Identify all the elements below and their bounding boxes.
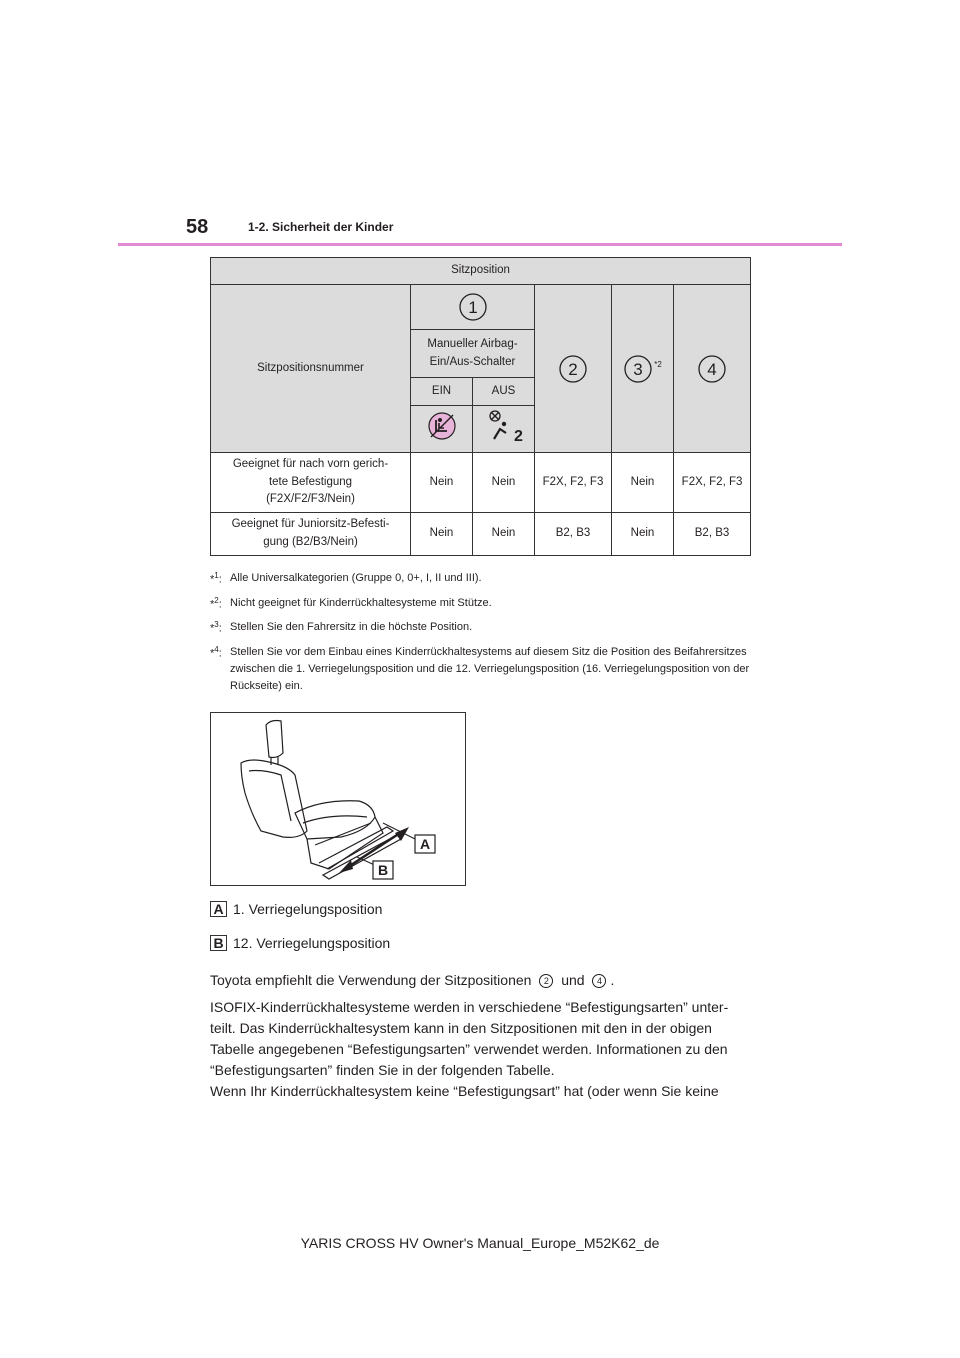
label-b: B bbox=[377, 862, 389, 878]
airbag-off-icon bbox=[486, 409, 522, 443]
footnote-2: *$^2$: Nicht geeignet für Kinderrückhaltesysteme mit Stütze. bbox=[210, 595, 492, 611]
table-cell: Nein bbox=[473, 513, 535, 556]
position-2-icon bbox=[558, 354, 588, 384]
inline-position-2-icon: 2 bbox=[539, 974, 553, 988]
table-cell: Nein bbox=[612, 453, 674, 513]
position-2-digit: 2 bbox=[568, 359, 578, 379]
position-2-cell bbox=[535, 285, 612, 453]
seat-drawing bbox=[211, 713, 465, 885]
svg-text:2: 2 bbox=[513, 427, 523, 445]
sitzposition-header: Sitzposition bbox=[211, 258, 751, 285]
position-3-cell bbox=[612, 285, 674, 453]
legend-text-b: 12. Verriegelungsposition bbox=[233, 935, 391, 951]
airbag-off-cell bbox=[473, 406, 535, 453]
airbag-switch-label bbox=[411, 330, 535, 378]
position-1-cell bbox=[411, 285, 535, 330]
section-title: 1-2. Sicherheit der Kinder bbox=[248, 220, 394, 234]
position-1-icon bbox=[458, 292, 488, 322]
position-4-cell bbox=[674, 285, 751, 453]
legend-key-b: B bbox=[210, 935, 227, 951]
table-cell: Nein bbox=[612, 513, 674, 556]
table-cell: F2X, F2, F3 bbox=[535, 453, 612, 513]
table-cell: Nein bbox=[473, 453, 535, 513]
table-cell: Nein bbox=[411, 513, 473, 556]
row-booster-label: Geeignet für Juniorsitz-Befesti- gung (B2/B3/Nein) bbox=[211, 513, 411, 556]
position-3-footnote-mark: *2 bbox=[654, 359, 662, 369]
legend-item-a bbox=[210, 901, 382, 917]
airbag-switch-label-line2: Ein/Aus-Schalter bbox=[429, 355, 516, 368]
footnote-3: *$^3$: Stellen Sie den Fahrersitz in die höchste Position. bbox=[210, 620, 473, 636]
footer-manual-id: YARIS CROSS HV Owner's Manual_Europe_M52K62_de bbox=[300, 1235, 660, 1251]
footnote-1: *$^1$: Alle Universalkategorien (Gruppe 0, 0+, I, II und III). bbox=[210, 571, 482, 586]
ein-label: EIN bbox=[411, 378, 473, 406]
airbag-switch-label-line1: Manueller Airbag- bbox=[427, 337, 518, 350]
position-3-digit: 3 bbox=[633, 359, 643, 379]
seat-illustration bbox=[210, 712, 466, 886]
header-rule bbox=[118, 243, 842, 246]
recommendation-line: Toyota empfiehlt die Verwendung der Sitzpositionen 2 und 4 . bbox=[210, 972, 615, 988]
airbag-on-passenger-icon bbox=[425, 411, 459, 441]
label-a: A bbox=[419, 836, 431, 852]
page-number: 58 bbox=[186, 216, 209, 238]
sitzpositionsnummer-label: Sitzpositionsnummer bbox=[211, 285, 411, 453]
position-4-icon bbox=[697, 354, 727, 384]
row-forward-label: Geeignet für nach vorn gerich- tete Befestigung (F2X/F2/F3/Nein) bbox=[211, 453, 411, 513]
legend-text-a: 1. Verriegelungsposition bbox=[233, 901, 383, 917]
footnote-4: *$^4$: Stellen Sie vor dem Einbau eines Kinderrückhaltesystems auf diesem Sitz die Position des Beifahrersitzes zwischen die 1. Verriegelungsposition und die 12. Verriegelungsposition (16. Verriegelungsposition von der Rückseite) ein. bbox=[210, 645, 750, 693]
position-3-icon bbox=[623, 354, 653, 384]
legend-item-b bbox=[210, 935, 390, 951]
seat-position-table bbox=[210, 257, 751, 556]
position-4-digit: 4 bbox=[707, 359, 717, 379]
airbag-on-cell bbox=[411, 406, 473, 453]
isofix-paragraph: ISOFIX-Kinderrückhaltesysteme werden in verschiedene “Befestigungsarten” unter- teilt. Das Kinderrückhaltesystem kann in den Sitzpositionen mit den in der obigen Tabelle angegebenen “Befestigungsarten” verwendet werden. Informationen zu den “Befestigungsarten” finden Sie in der folgenden Tabelle. Wenn Ihr Kinderrückhaltesystem keine “Befestigungsart” hat (oder wenn Sie keine bbox=[210, 999, 729, 1099]
inline-position-4-icon: 4 bbox=[592, 974, 606, 988]
table-cell: B2, B3 bbox=[674, 513, 751, 556]
table-cell: B2, B3 bbox=[535, 513, 612, 556]
legend-key-a: A bbox=[210, 901, 227, 917]
position-1-digit: 1 bbox=[467, 298, 478, 317]
footnotes bbox=[210, 570, 760, 701]
aus-label: AUS bbox=[473, 378, 535, 406]
table-cell: Nein bbox=[411, 453, 473, 513]
table-cell: F2X, F2, F3 bbox=[674, 453, 751, 513]
